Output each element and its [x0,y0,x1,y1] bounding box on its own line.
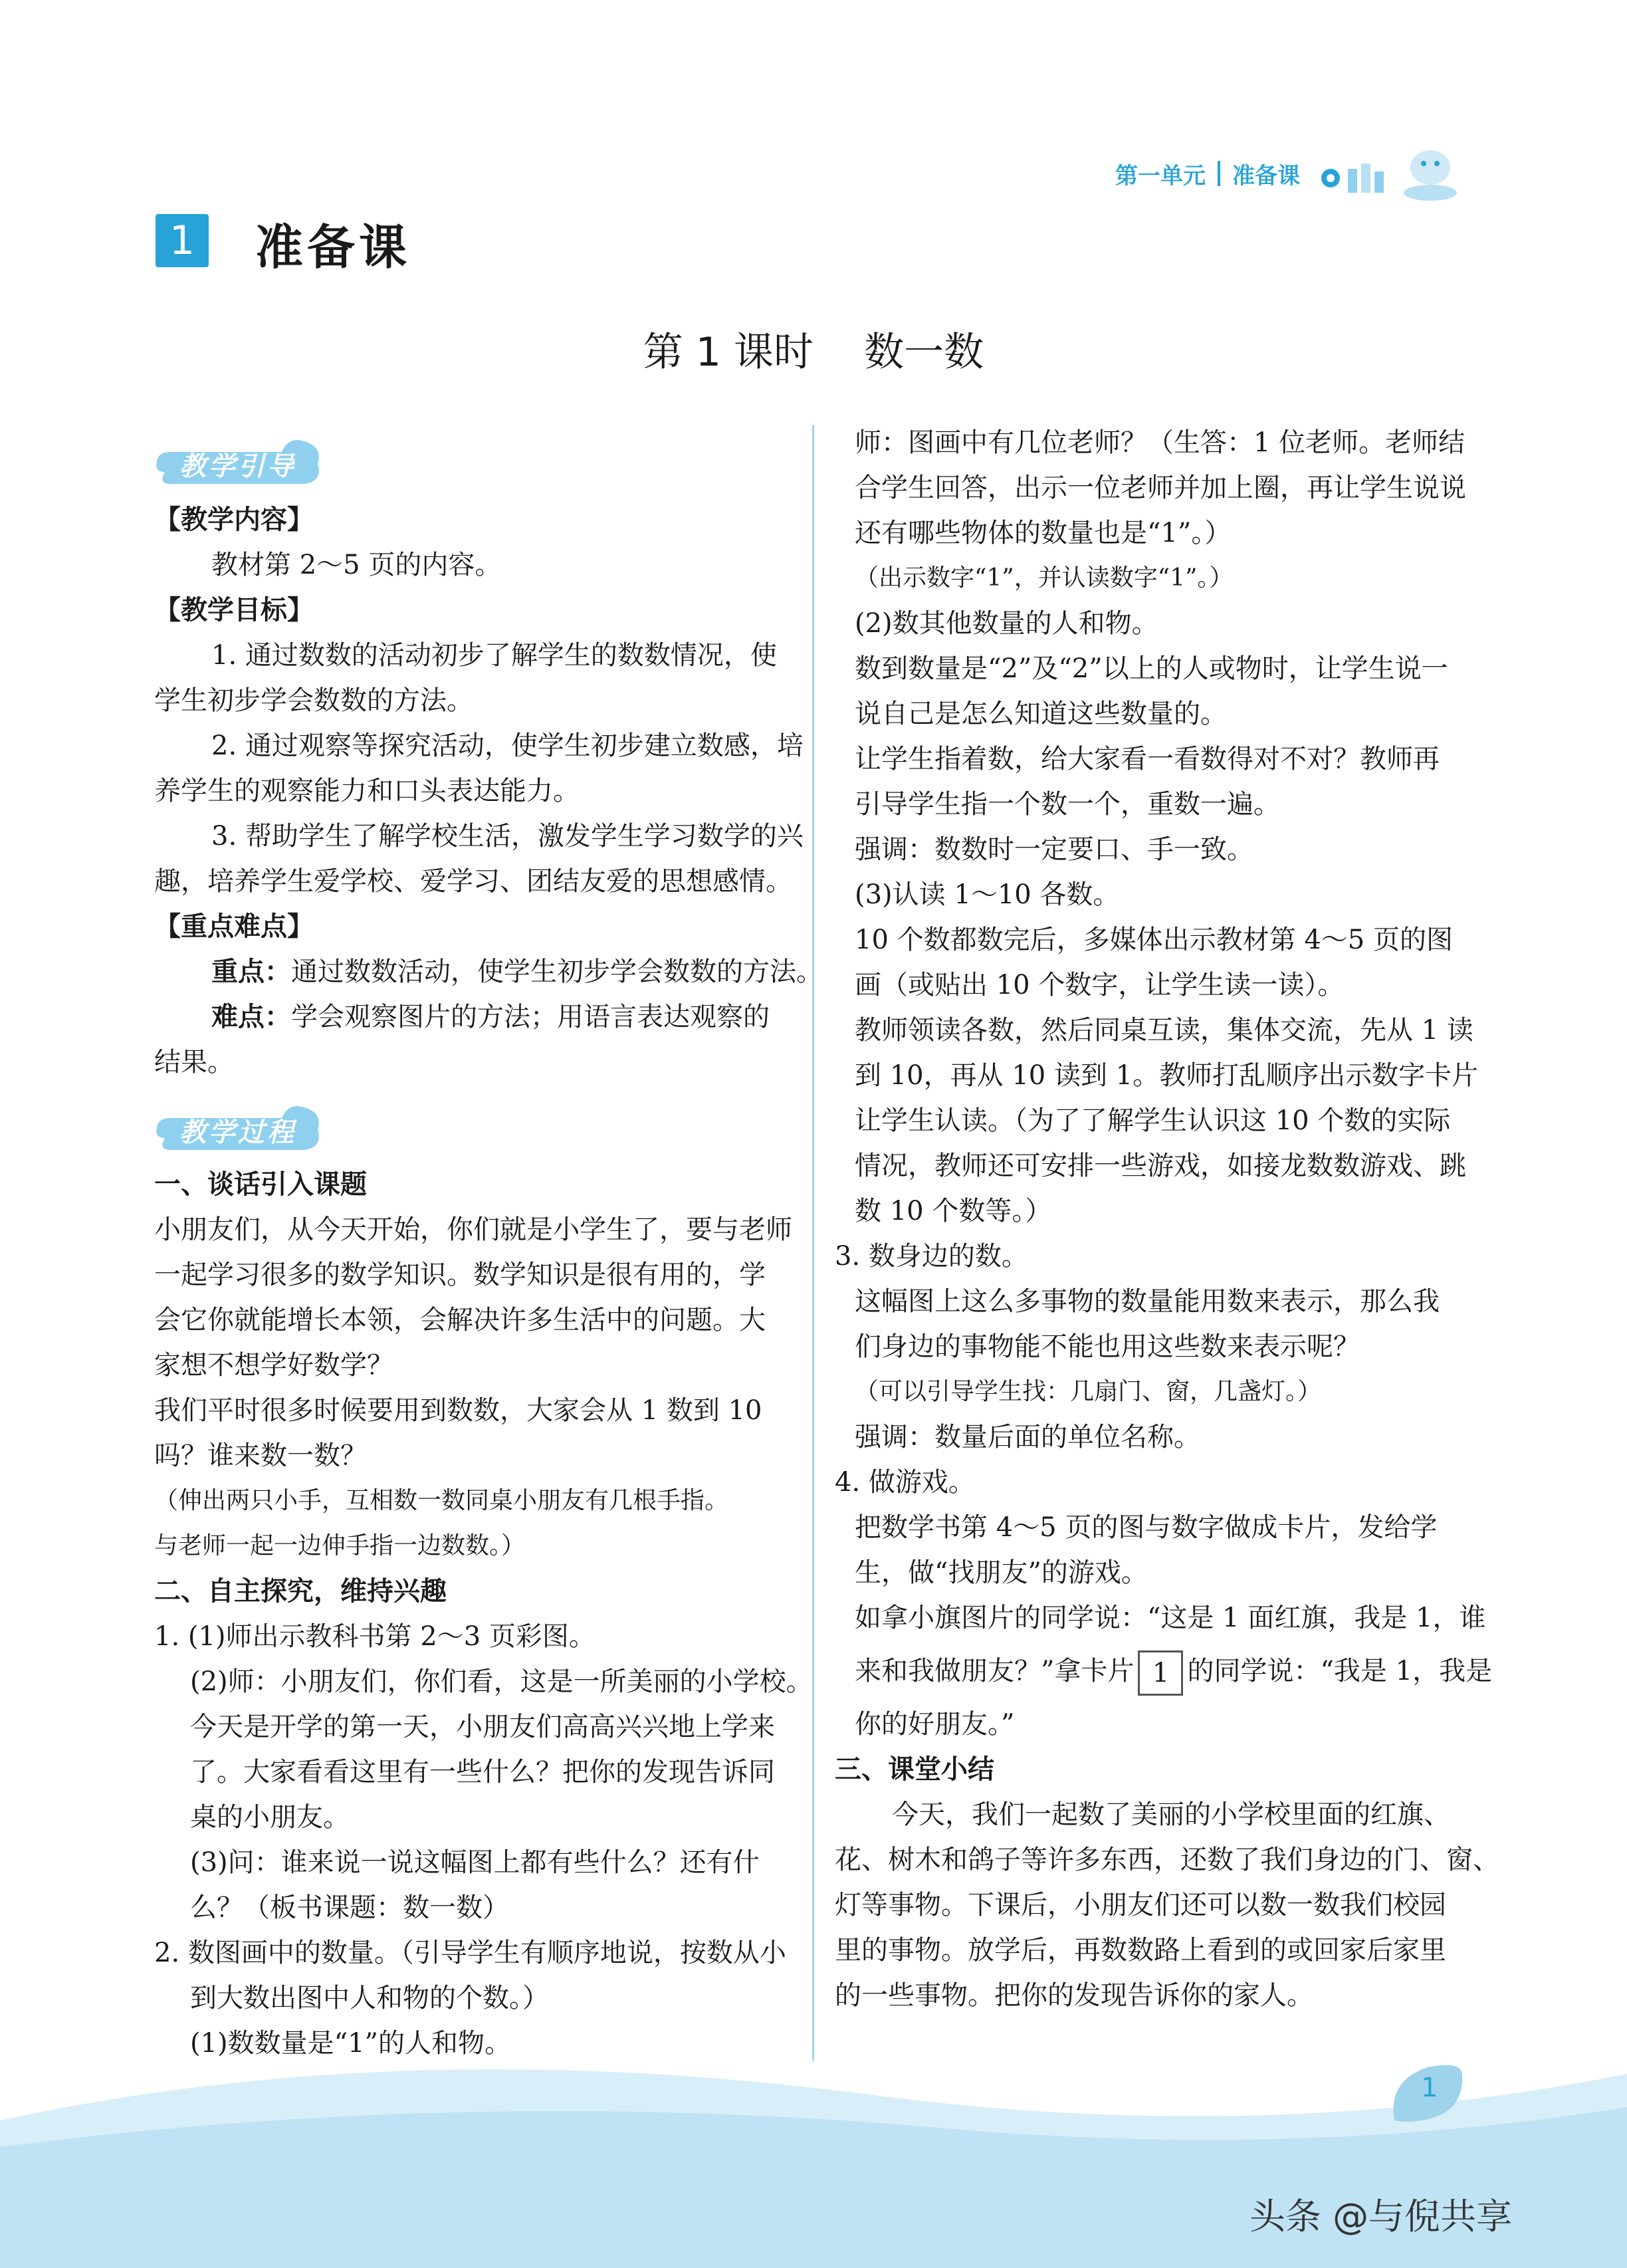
difficulty-point [154,994,823,1040]
goal-line: 2. 通过观察等探究活动，使学生初步建立数感，培 [211,731,804,761]
header-divider [1218,161,1220,186]
part2-line: 了。大家看看这里有一些什么？把你的发现告诉同 [190,1757,775,1787]
part3-line: 花、树木和鸽子等许多东西，还数了我们身边的门、窗、 [835,1845,1499,1875]
part2-heading: 二、自主探究，维持兴趣 [154,1576,447,1607]
key-heading: 【重点难点】 [154,911,314,942]
item4-line: 生，做“找朋友”的游戏。 [855,1557,1148,1588]
tag-teaching-guide [152,432,324,491]
right-line: 画（或贴出 10 个数字，让学生读一读）。 [855,970,1345,1000]
left-column-intro [154,497,823,1085]
right-line: 10 个数都数完后，多媒体出示教材第 4～5 页的图 [855,925,1453,955]
item3-line: 们身边的事物能不能也用这些数来表示呢？ [855,1331,1360,1362]
part1-line: 我们平时很多时候要用到数数，大家会从 1 数到 10 [154,1395,762,1426]
part2-line: 桌的小朋友。 [190,1802,350,1833]
part3-heading: 三、课堂小结 [835,1754,994,1785]
chapter-number-badge: 1 [156,214,209,267]
right-line: 引导学生指一个数一个，重数一遍。 [855,789,1280,820]
part1-note: 与老师一起一边伸手指一边数数。） [154,1532,526,1559]
part2-line: 到大数出图中人和物的个数。） [190,1983,549,2013]
content-heading: 【教学内容】 [154,505,314,535]
difficulty-label: 难点： [211,1002,291,1032]
difficulty-text-cont: 结果。 [154,1047,234,1077]
page-number: 1 [1421,2073,1438,2103]
right-line: 教师领读各数，然后同桌互读，集体交流，先从 1 读 [855,1015,1473,1046]
lesson-title: 第 1 课时 数一数 [643,329,984,376]
right-line: 情况，教师还可安排一些游戏，如接龙数数游戏、跳 [855,1151,1466,1181]
part2-line: 今天是开学的第一天，小朋友们高高兴兴地上学来 [190,1712,775,1742]
left-column-process [154,1162,813,2066]
goal-line: 1. 通过数数的活动初步了解学生的数数情况，使 [211,640,777,671]
part2-line: 1. (1)师出示教科书第 2～3 页彩图。 [154,1621,596,1652]
part1-line: 会它你就能增长本领，会解决许多生活中的问题。大 [154,1305,766,1335]
goals-heading: 【教学目标】 [154,595,314,625]
item3-line: （可以引导学生找：几扇门、窗，几盏灯。） [855,1378,1322,1405]
running-header [1115,144,1465,203]
item3-line: 强调：数量后面的单位名称。 [855,1422,1200,1452]
right-line: 师：图画中有几位老师？（生答：1 位老师。老师结 [855,427,1465,458]
right-line: 还有哪些物体的数量也是“1”。） [855,518,1232,548]
right-line: 让学生指着数，给大家看一看数得对不对？教师再 [855,744,1440,774]
item4-line: 如拿小旗图片的同学说：“这是 1 面红旗，我是 1，谁 [855,1603,1486,1633]
card-pre: 来和我做朋友？”拿卡片 [855,1656,1135,1686]
part2-line: (3)问：谁来说一说这幅图上都有些什么？还有什 [190,1847,760,1878]
goal-line: 学生初步学会数数的方法。 [154,685,473,716]
part2-line: (1)数数量是“1”的人和物。 [190,2028,512,2059]
tag-label: 教学过程 [179,1117,296,1148]
watermark: 头条 @与倪共享 [1249,2196,1513,2237]
unit-label: 第一单元 [1115,162,1206,189]
tag-label: 教学引导 [179,451,296,482]
tag-teaching-process [152,1098,324,1157]
key-label: 重点： [211,957,291,987]
right-line: (2)数其他数量的人和物。 [855,608,1158,639]
part3-line: 灯等事物。下课后，小朋友们还可以数一数我们校园 [835,1890,1446,1920]
part1-line: 小朋友们，从今天开始，你们就是小学生了，要与老师 [154,1214,792,1245]
part2-line: 2. 数图画中的数量。（引导学生有顺序地说，按数从小 [154,1938,786,1968]
chapter-title: 准备课 [255,219,411,275]
difficulty-text: 学会观察图片的方法；用语言表达观察的 [291,1002,770,1032]
part3-line: 今天，我们一起数了美丽的小学校里面的红旗、 [892,1799,1450,1830]
part2-line: (2)师：小朋友们，你们看，这是一所美丽的小学校。 [190,1666,813,1697]
right-line: 说自己是怎么知道这些数量的。 [855,699,1227,729]
part3-line: 里的事物。放学后，再数数路上看到的或回家后家里 [835,1935,1446,1966]
right-line: 数到数量是“2”及“2”以上的人或物时，让学生说一 [855,653,1448,684]
right-column [835,420,1499,2018]
lesson-label: 准备课 [1232,162,1300,189]
goal-line: 3. 帮助学生了解学校生活，激发学生学习数学的兴 [211,821,804,851]
content-text: 教材第 2～5 页的内容。 [211,550,502,580]
key-point [154,949,823,994]
right-line: 合学生回答，出示一位老师并加上圈，再让学生说说 [855,473,1466,503]
goal-line: 养学生的观察能力和口头表达能力。 [154,776,580,806]
item4-line: 把数学书第 4～5 页的图与数字做成卡片，发给学 [855,1512,1438,1543]
number-card: 1 [1138,1650,1183,1696]
card-post: 的同学说：“我是 1，我是 [1187,1656,1493,1686]
item4-heading: 4. 做游戏。 [835,1467,975,1498]
item3-heading: 3. 数身边的数。 [835,1241,1028,1272]
right-line: 到 10，再从 10 读到 1。教师打乱顺序出示数字卡片 [855,1060,1479,1091]
part1-note: （伸出两只小手，互相数一数同桌小朋友有几根手指。 [154,1487,729,1514]
part1-line: 一起学习很多的数学知识。数学知识是很有用的，学 [154,1260,766,1290]
key-text: 通过数数活动，使学生初步学会数数的方法。 [291,957,823,987]
right-line: (3)认读 1～10 各数。 [855,879,1120,910]
right-line: 数 10 个数等。） [855,1196,1052,1226]
item3-line: 这幅图上这么多事物的数量能用数来表示，那么我 [855,1286,1440,1317]
card-line [835,1641,1499,1702]
part3-line: 的一些事物。把你的发现告诉你的家人。 [835,1980,1313,2011]
part1-line: 家想不想学好数学？ [154,1350,393,1381]
right-line: 强调：数数时一定要口、手一致。 [855,834,1253,865]
right-line: （出示数字“1”，并认读数字“1”。） [855,564,1234,592]
goal-line: 趣，培养学生爱学校、爱学习、团结友爱的思想感情。 [154,866,792,897]
part1-heading: 一、谈话引入课题 [154,1169,367,1200]
right-line: 让学生认读。（为了了解学生认识这 10 个数的实际 [855,1105,1451,1136]
part1-line: 吗？谁来数一数？ [154,1440,367,1471]
item4-end: 你的好朋友。” [855,1709,1015,1740]
mascot-icon [1319,144,1465,203]
part2-line: 么？（板书课题：数一数） [190,1892,509,1923]
